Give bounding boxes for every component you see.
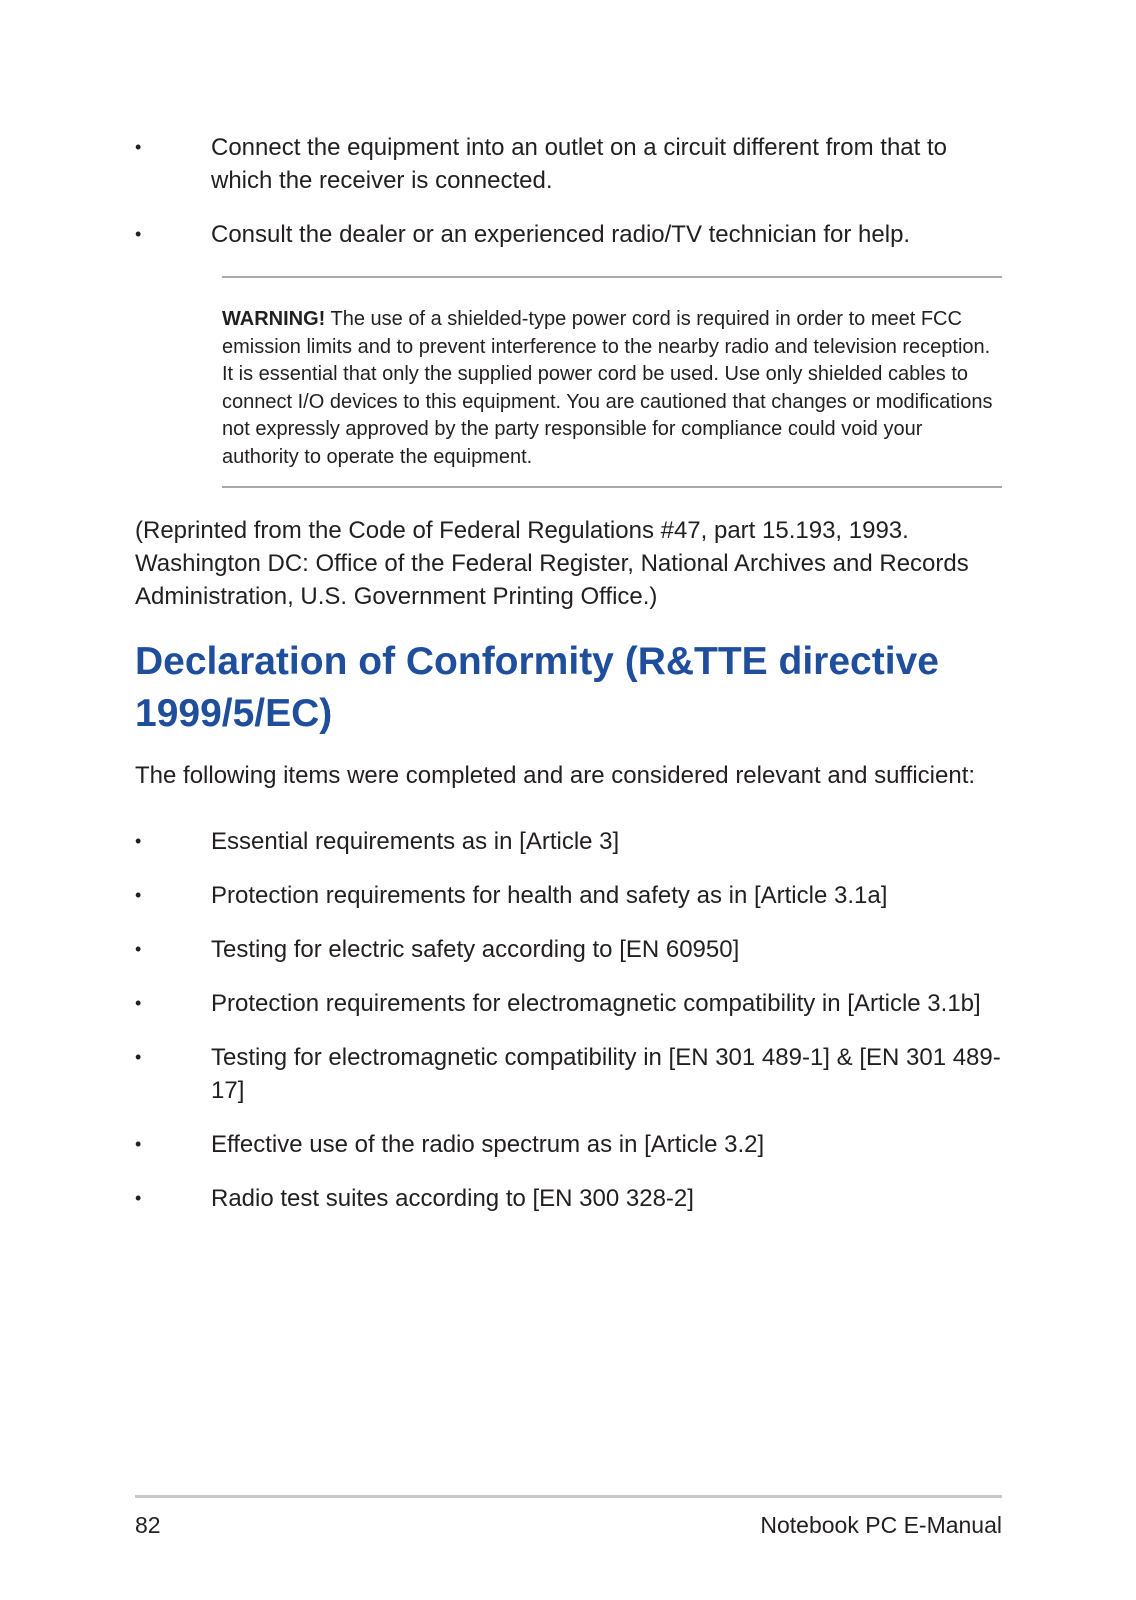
list-item [135, 1128, 1005, 1161]
page-number: 82 [135, 1512, 161, 1538]
interference-remedies-list [135, 131, 1005, 272]
list-item [135, 933, 1005, 966]
bullet-icon: • [135, 885, 142, 905]
section-intro: The following items were completed and are considered relevant and sufficient: [135, 762, 976, 789]
list-item [135, 218, 1005, 251]
warning-label: WARNING! [222, 308, 326, 330]
bullet-icon: • [135, 831, 142, 851]
list-item-text: Consult the dealer or an experienced radio/TV technician for help. [211, 221, 911, 248]
bullet-icon: • [135, 1188, 142, 1208]
list-item [135, 987, 1005, 1020]
bullet-icon: • [135, 939, 142, 959]
list-item-text: Protection requirements for electromagnetic compatibility in [Article 3.1b] [211, 990, 981, 1017]
list-item-text: Essential requirements as in [Article 3] [211, 828, 620, 855]
list-item [135, 879, 1005, 912]
list-item [135, 131, 1005, 197]
list-item-text: Protection requirements for health and safety as in [Article 3.1a] [211, 882, 888, 909]
warning-body: The use of a shielded-type power cord is required in order to meet FCC emission limits and to prevent interference to the nearby radio and television reception. It is essential that only the supplied power cord be used. Use only shielded cables to connect I/O devices to this equipment. You are cautioned that changes or modifications not expressly approved by the party responsible for compliance could void your authority to operate the equipment. [222, 308, 993, 468]
bullet-icon: • [135, 224, 142, 244]
warning-text [222, 306, 1002, 471]
bullet-icon: • [135, 1047, 142, 1067]
conformity-items-list [135, 825, 1005, 1236]
manual-title: Notebook PC E-Manual [760, 1512, 1002, 1538]
list-item-text: Testing for electric safety according to [EN 60950] [211, 936, 740, 963]
list-item-text: Radio test suites according to [EN 300 328-2] [211, 1185, 694, 1212]
reprint-note: (Reprinted from the Code of Federal Regulations #47, part 15.193, 1993. Washington DC: Office of the Federal Register, National Archives and Records Administration, U.S. Government Printing Office.) [135, 517, 969, 610]
list-item [135, 1041, 1005, 1107]
section-title: Declaration of Conformity (R&TTE directive 1999/5/EC) [135, 640, 939, 735]
warning-box [222, 276, 1002, 488]
list-item-text: Connect the equipment into an outlet on a circuit different from that to which the receiver is connected. [211, 134, 947, 194]
list-item [135, 1182, 1005, 1215]
list-item-text: Effective use of the radio spectrum as in [Article 3.2] [211, 1131, 765, 1158]
bullet-icon: • [135, 137, 142, 157]
list-item [135, 825, 1005, 858]
bullet-icon: • [135, 993, 142, 1013]
footer-divider [135, 1495, 1002, 1498]
list-item-text: Testing for electromagnetic compatibility in [EN 301 489-1] & [EN 301 489-17] [211, 1044, 1001, 1104]
bullet-icon: • [135, 1134, 142, 1154]
